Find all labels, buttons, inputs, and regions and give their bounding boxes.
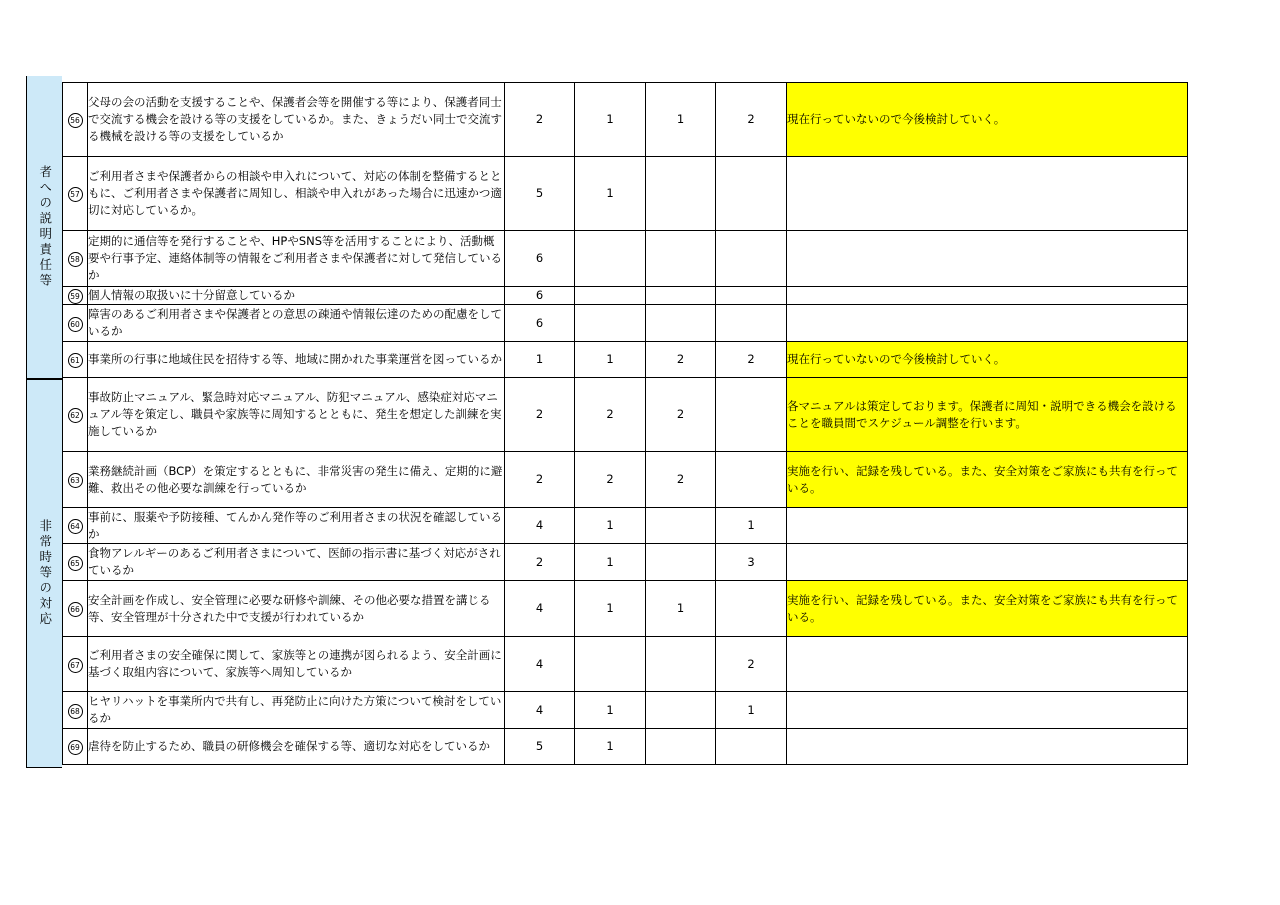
- count-yes: 2: [505, 452, 575, 508]
- comment-cell: 現在行っていないので今後検討していく。: [787, 83, 1188, 157]
- count-yes: 6: [505, 231, 575, 287]
- count-yes: 6: [505, 287, 575, 305]
- count-no: 1: [646, 581, 716, 637]
- count-unknown: [716, 452, 787, 508]
- count-no: [646, 305, 716, 342]
- section-accountability: [26, 76, 62, 379]
- table-row: [63, 508, 1188, 544]
- question-text: 事前に、服薬や予防接種、てんかん発作等のご利用者さまの状況を確認しているか: [88, 508, 505, 544]
- item-number-cell: [63, 508, 88, 544]
- table-row: [63, 729, 1188, 765]
- comment-cell: [787, 231, 1188, 287]
- item-number: 56: [68, 113, 83, 128]
- item-number: 61: [68, 353, 83, 368]
- item-number: 64: [68, 519, 83, 534]
- item-number: 69: [68, 740, 83, 755]
- comment-cell: [787, 508, 1188, 544]
- count-no: [646, 231, 716, 287]
- count-yes: 5: [505, 157, 575, 231]
- comment-cell: 実施を行い、記録を残している。また、安全対策をご家族にも共有を行っている。: [787, 581, 1188, 637]
- count-unknown: [716, 378, 787, 452]
- table-row: [63, 452, 1188, 508]
- item-number-cell: [63, 287, 88, 305]
- item-number-cell: [63, 452, 88, 508]
- count-yes: 2: [505, 83, 575, 157]
- count-somewhat: 1: [575, 157, 646, 231]
- count-no: [646, 729, 716, 765]
- count-somewhat: 1: [575, 544, 646, 581]
- question-text: ご利用者さまの安全確保に関して、家族等との連携が図られるよう、安全計画に基づく取組内容について、家族等へ周知しているか: [88, 637, 505, 692]
- question-text: 障害のあるご利用者さまや保護者との意思の疎通や情報伝達のための配慮をしているか: [88, 305, 505, 342]
- count-somewhat: [575, 637, 646, 692]
- count-unknown: 2: [716, 637, 787, 692]
- question-text: 事業所の行事に地域住民を招待する等、地域に開かれた事業運営を図っているか: [88, 342, 505, 378]
- count-unknown: 1: [716, 692, 787, 729]
- table-row: [63, 287, 1188, 305]
- table-row: [63, 637, 1188, 692]
- count-yes: 4: [505, 692, 575, 729]
- item-number-cell: [63, 729, 88, 765]
- count-no: [646, 637, 716, 692]
- table-row: [63, 157, 1188, 231]
- count-no: [646, 508, 716, 544]
- item-number-cell: [63, 231, 88, 287]
- evaluation-sheet: [26, 82, 1187, 768]
- count-somewhat: 1: [575, 342, 646, 378]
- table-row: [63, 581, 1188, 637]
- item-number-cell: [63, 637, 88, 692]
- question-text: 虐待を防止するため、職員の研修機会を確保する等、適切な対応をしているか: [88, 729, 505, 765]
- count-unknown: 2: [716, 83, 787, 157]
- question-text: ヒヤリハットを事業所内で共有し、再発防止に向けた方策について検討をしているか: [88, 692, 505, 729]
- comment-cell: [787, 544, 1188, 581]
- comment-cell: [787, 729, 1188, 765]
- item-number: 63: [68, 473, 83, 488]
- count-somewhat: 2: [575, 378, 646, 452]
- count-unknown: [716, 231, 787, 287]
- item-number: 65: [68, 556, 83, 571]
- item-number: 57: [68, 187, 83, 202]
- question-text: 父母の会の活動を支援することや、保護者会等を開催する等により、保護者同士で交流する機会を設ける等の支援をしているか。また、きょうだい同士で交流する機械を設ける等の支援をしているか: [88, 83, 505, 157]
- question-text: ご利用者さまや保護者からの相談や申入れについて、対応の体制を整備するとともに、ご利用者さまや保護者に周知し、相談や申入れがあった場合に迅速かつ適切に対応しているか。: [88, 157, 505, 231]
- count-yes: 2: [505, 544, 575, 581]
- count-unknown: [716, 157, 787, 231]
- count-unknown: 3: [716, 544, 787, 581]
- comment-cell: [787, 305, 1188, 342]
- count-unknown: [716, 729, 787, 765]
- table-row: [63, 378, 1188, 452]
- count-somewhat: 2: [575, 452, 646, 508]
- count-somewhat: [575, 287, 646, 305]
- item-number: 62: [68, 408, 83, 423]
- count-unknown: 1: [716, 508, 787, 544]
- question-text: 食物アレルギーのあるご利用者さまについて、医師の指示書に基づく対応がされているか: [88, 544, 505, 581]
- table-row: [63, 231, 1188, 287]
- item-number-cell: [63, 342, 88, 378]
- count-somewhat: [575, 231, 646, 287]
- table-row: [63, 342, 1188, 378]
- item-number: 67: [68, 658, 83, 673]
- item-number-cell: [63, 83, 88, 157]
- question-text: 個人情報の取扱いに十分留意しているか: [88, 287, 505, 305]
- evaluation-table: [62, 82, 1188, 765]
- table-row: [63, 305, 1188, 342]
- count-yes: 4: [505, 637, 575, 692]
- item-number: 60: [68, 317, 83, 332]
- count-no: [646, 157, 716, 231]
- comment-cell: [787, 637, 1188, 692]
- count-unknown: [716, 305, 787, 342]
- comment-cell: [787, 692, 1188, 729]
- count-no: 2: [646, 452, 716, 508]
- section-emergency-response: [26, 379, 62, 768]
- count-no: [646, 692, 716, 729]
- count-no: [646, 544, 716, 581]
- item-number-cell: [63, 581, 88, 637]
- table-row: [63, 83, 1188, 157]
- count-somewhat: 1: [575, 581, 646, 637]
- count-no: 2: [646, 342, 716, 378]
- count-somewhat: 1: [575, 729, 646, 765]
- question-text: 安全計画を作成し、安全管理に必要な研修や訓練、その他必要な措置を講じる等、安全管理が十分された中で支援が行われているか: [88, 581, 505, 637]
- question-text: 業務継続計画（BCP）を策定するとともに、非常災害の発生に備え、定期的に避難、救出その他必要な訓練を行っているか: [88, 452, 505, 508]
- comment-cell: [787, 157, 1188, 231]
- question-text: 事故防止マニュアル、緊急時対応マニュアル、防犯マニュアル、感染症対応マニュアル等を策定し、職員や家族等に周知するとともに、発生を想定した訓練を実施しているか: [88, 378, 505, 452]
- count-yes: 5: [505, 729, 575, 765]
- table-row: [63, 544, 1188, 581]
- count-somewhat: [575, 305, 646, 342]
- comment-cell: 現在行っていないので今後検討していく。: [787, 342, 1188, 378]
- table-row: [63, 692, 1188, 729]
- section-title: 者への説明責任等: [37, 165, 53, 289]
- question-text: 定期的に通信等を発行することや、HPやSNS等を活用することにより、活動概要や行事予定、連絡体制等の情報をご利用者さまや保護者に対して発信しているか: [88, 231, 505, 287]
- item-number-cell: [63, 305, 88, 342]
- count-no: 2: [646, 378, 716, 452]
- comment-cell: 実施を行い、記録を残している。また、安全対策をご家族にも共有を行っている。: [787, 452, 1188, 508]
- count-somewhat: 1: [575, 692, 646, 729]
- count-yes: 2: [505, 378, 575, 452]
- item-number-cell: [63, 544, 88, 581]
- count-yes: 6: [505, 305, 575, 342]
- count-no: 1: [646, 83, 716, 157]
- item-number-cell: [63, 692, 88, 729]
- comment-cell: 各マニュアルは策定しております。保護者に周知・説明できる機会を設けることを職員間でスケジュール調整を行います。: [787, 378, 1188, 452]
- count-no: [646, 287, 716, 305]
- item-number: 68: [68, 704, 83, 719]
- item-number-cell: [63, 157, 88, 231]
- comment-cell: [787, 287, 1188, 305]
- count-unknown: [716, 581, 787, 637]
- count-somewhat: 1: [575, 508, 646, 544]
- count-somewhat: 1: [575, 83, 646, 157]
- count-unknown: [716, 287, 787, 305]
- count-yes: 4: [505, 581, 575, 637]
- count-yes: 4: [505, 508, 575, 544]
- item-number: 59: [68, 289, 83, 304]
- item-number-cell: [63, 378, 88, 452]
- item-number: 66: [68, 602, 83, 617]
- count-yes: 1: [505, 342, 575, 378]
- item-number: 58: [68, 252, 83, 267]
- count-unknown: 2: [716, 342, 787, 378]
- section-title: 非常時等の対応: [37, 519, 53, 628]
